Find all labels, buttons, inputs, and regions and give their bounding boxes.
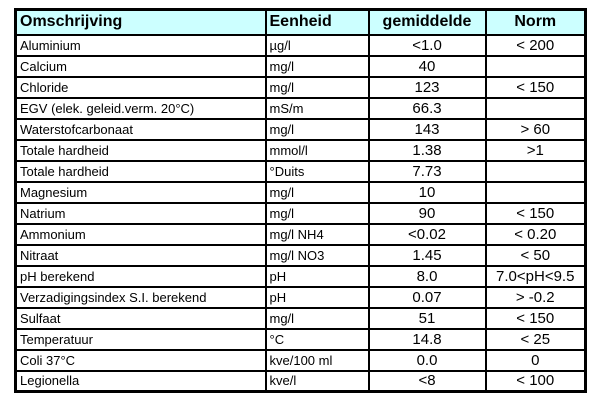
table-row — [16, 266, 586, 287]
avg-cell: 14.8 — [369, 329, 486, 350]
table-row — [16, 245, 586, 266]
norm-cell — [486, 98, 586, 119]
avg-cell: 143 — [369, 119, 486, 140]
avg-cell: 0.0 — [369, 350, 486, 371]
norm-cell: 0 — [486, 350, 586, 371]
avg-cell: 7.73 — [369, 161, 486, 182]
avg-cell: 1.45 — [369, 245, 486, 266]
norm-cell: < 25 — [486, 329, 586, 350]
unit-cell: µg/l — [266, 35, 369, 56]
unit-cell: kve/l — [266, 371, 369, 392]
unit-cell: mS/m — [266, 98, 369, 119]
norm-cell — [486, 161, 586, 182]
norm-cell: < 200 — [486, 35, 586, 56]
avg-cell: <1.0 — [369, 35, 486, 56]
param-name-cell: pH berekend — [16, 266, 266, 287]
table-row — [16, 119, 586, 140]
table-row — [16, 182, 586, 203]
unit-cell: mg/l NO3 — [266, 245, 369, 266]
unit-cell: mg/l NH4 — [266, 224, 369, 245]
avg-cell: 123 — [369, 77, 486, 98]
table-row — [16, 308, 586, 329]
param-name-cell: Magnesium — [16, 182, 266, 203]
table-row — [16, 140, 586, 161]
unit-cell: pH — [266, 266, 369, 287]
avg-cell: <0.02 — [369, 224, 486, 245]
water-quality-table — [14, 8, 587, 393]
header-gemiddelde: gemiddelde — [369, 10, 486, 35]
table-row — [16, 35, 586, 56]
param-name-cell: Chloride — [16, 77, 266, 98]
norm-cell: < 150 — [486, 77, 586, 98]
table-row — [16, 329, 586, 350]
norm-cell: > 60 — [486, 119, 586, 140]
header-omschrijving: Omschrijving — [16, 10, 266, 35]
header-row — [16, 10, 586, 35]
norm-cell: > -0.2 — [486, 287, 586, 308]
norm-cell: < 50 — [486, 245, 586, 266]
norm-cell — [486, 56, 586, 77]
avg-cell: <8 — [369, 371, 486, 392]
norm-cell: < 150 — [486, 308, 586, 329]
avg-cell: 51 — [369, 308, 486, 329]
header-norm: Norm — [486, 10, 586, 35]
param-name-cell: Calcium — [16, 56, 266, 77]
norm-cell: < 150 — [486, 203, 586, 224]
param-name-cell: Coli 37°C — [16, 350, 266, 371]
param-name-cell: Totale hardheid — [16, 140, 266, 161]
table-row — [16, 77, 586, 98]
table-row — [16, 56, 586, 77]
table-row — [16, 98, 586, 119]
table-row — [16, 371, 586, 392]
param-name-cell: EGV (elek. geleid.verm. 20°C) — [16, 98, 266, 119]
norm-cell: 7.0<pH<9.5 — [486, 266, 586, 287]
table-row — [16, 287, 586, 308]
header-eenheid: Eenheid — [266, 10, 369, 35]
unit-cell: mg/l — [266, 203, 369, 224]
table-row — [16, 224, 586, 245]
param-name-cell: Waterstofcarbonaat — [16, 119, 266, 140]
unit-cell: kve/100 ml — [266, 350, 369, 371]
param-name-cell: Temperatuur — [16, 329, 266, 350]
table-row — [16, 350, 586, 371]
water-quality-table-wrapper — [14, 8, 587, 393]
table-row — [16, 161, 586, 182]
unit-cell: mg/l — [266, 119, 369, 140]
unit-cell: °Duits — [266, 161, 369, 182]
norm-cell: >1 — [486, 140, 586, 161]
unit-cell: mmol/l — [266, 140, 369, 161]
avg-cell: 8.0 — [369, 266, 486, 287]
avg-cell: 40 — [369, 56, 486, 77]
avg-cell: 90 — [369, 203, 486, 224]
avg-cell: 66.3 — [369, 98, 486, 119]
table-row — [16, 203, 586, 224]
param-name-cell: Totale hardheid — [16, 161, 266, 182]
param-name-cell: Ammonium — [16, 224, 266, 245]
unit-cell: mg/l — [266, 77, 369, 98]
param-name-cell: Verzadigingsindex S.I. berekend — [16, 287, 266, 308]
avg-cell: 1.38 — [369, 140, 486, 161]
unit-cell: mg/l — [266, 56, 369, 77]
unit-cell: pH — [266, 287, 369, 308]
param-name-cell: Nitraat — [16, 245, 266, 266]
unit-cell: mg/l — [266, 182, 369, 203]
norm-cell: < 100 — [486, 371, 586, 392]
avg-cell: 0.07 — [369, 287, 486, 308]
unit-cell: mg/l — [266, 308, 369, 329]
norm-cell — [486, 182, 586, 203]
param-name-cell: Legionella — [16, 371, 266, 392]
avg-cell: 10 — [369, 182, 486, 203]
param-name-cell: Sulfaat — [16, 308, 266, 329]
param-name-cell: Natrium — [16, 203, 266, 224]
unit-cell: °C — [266, 329, 369, 350]
norm-cell: < 0.20 — [486, 224, 586, 245]
param-name-cell: Aluminium — [16, 35, 266, 56]
